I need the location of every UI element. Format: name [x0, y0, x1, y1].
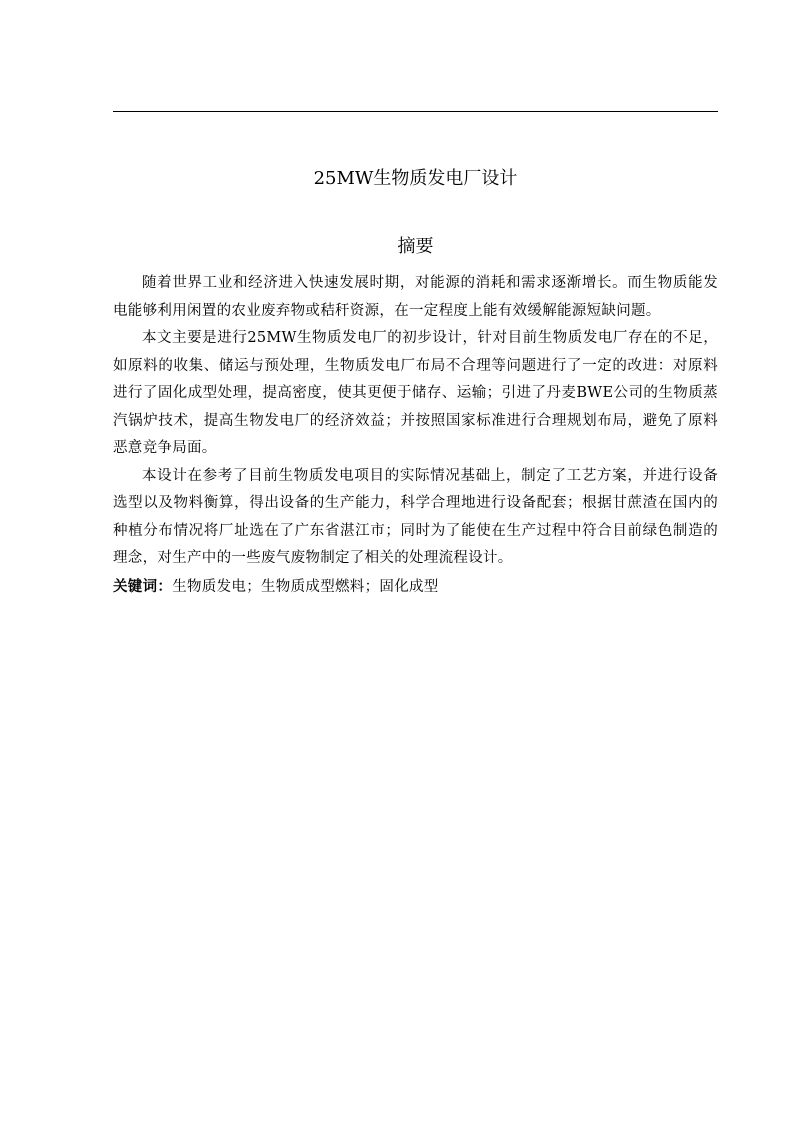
- abstract-heading: 摘要: [397, 236, 434, 257]
- document-title: 25MW生物质发电厂设计: [313, 168, 518, 189]
- keywords-line: [113, 573, 718, 602]
- header-rule: [113, 111, 718, 112]
- abstract-body: [113, 270, 718, 601]
- keywords-label: 关键词：: [113, 577, 173, 595]
- keywords-text: 生物质发电；生物质成型燃料；固化成型: [172, 578, 439, 595]
- abstract-paragraph-1: 随着世界工业和经济进入快速发展时期，对能源的消耗和需求逐渐增长。而生物质能发电能够利用闲置的农业废弃物或秸秆资源，在一定程度上能有效缓解能源短缺问题。: [113, 275, 718, 319]
- abstract-paragraph-3: 本设计在参考了目前生物质发电项目的实际情况基础上，制定了工艺方案，并进行设备选型以及物料衡算，得出设备的生产能力，科学合理地进行设备配套；根据甘蔗渣在国内的种植分布情况将厂址选在了广东省湛江市；同时为了能使在生产过程中符合目前绿色制造的理念，对生产中的一些废气废物制定了相关的处理流程设计。: [113, 467, 718, 566]
- abstract-paragraph-2: 本文主要是进行25MW生物质发电厂的初步设计，针对目前生物质发电厂存在的不足，如原料的收集、储运与预处理，生物质发电厂布局不合理等问题进行了一定的改进：对原料进行了固化成型处理，提高密度，使其更便于储存、运输；引进了丹麦BWE公司的生物质蒸汽锅炉技术，提高生物发电厂的经济效益；并按照国家标准进行合理规划布局，避免了原料恶意竞争局面。: [113, 330, 718, 456]
